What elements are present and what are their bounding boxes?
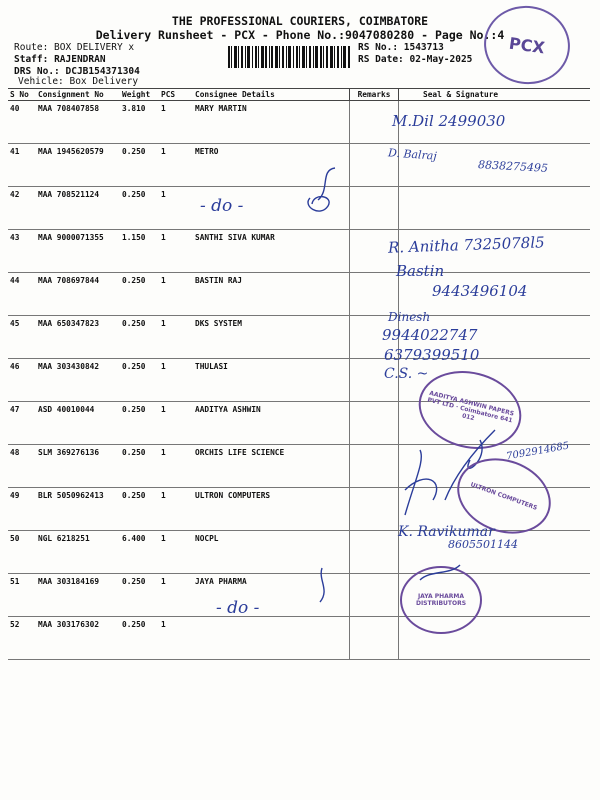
cell-consignment: ASD 40010044 — [36, 402, 120, 445]
cell-sno: 47 — [8, 402, 36, 445]
col-consignee: Consignee Details — [193, 89, 350, 101]
cell-weight: 0.250 — [120, 359, 159, 402]
cell-consignee: MARY MARTIN — [193, 101, 350, 144]
cell-consignee: ORCHIS LIFE SCIENCE — [193, 445, 350, 488]
cell-sno: 50 — [8, 531, 36, 574]
cell-weight: 0.250 — [120, 402, 159, 445]
cell-pcs: 1 — [159, 316, 193, 359]
cell-pcs: 1 — [159, 617, 193, 660]
cell-pcs: 1 — [159, 144, 193, 187]
phone-row-49: 7092914685 — [505, 440, 571, 463]
cell-weight: 0.250 — [120, 316, 159, 359]
phone-row-46: 6379399510 — [384, 346, 480, 364]
cell-pcs: 1 — [159, 230, 193, 273]
cell-sno: 52 — [8, 617, 36, 660]
cell-weight: 0.250 — [120, 187, 159, 230]
col-remarks: Remarks — [350, 89, 399, 101]
cell-weight: 0.250 — [120, 144, 159, 187]
cell-consignment: MAA 1945620579 — [36, 144, 120, 187]
cell-weight: 0.250 — [120, 617, 159, 660]
table-row — [8, 617, 590, 660]
seal-aaditya-ashwin: AADITYA ASHWIN PAPERS PVT LTD · Coimbatore 641 012 — [410, 361, 529, 460]
cell-consignment: MAA 708697844 — [36, 273, 120, 316]
ditto-mark-row-52: - do - — [216, 598, 260, 618]
cell-consignment: MAA 708521124 — [36, 187, 120, 230]
cell-consignment: MAA 708407858 — [36, 101, 120, 144]
ditto-mark-row-42: - do - — [200, 196, 244, 216]
scribble-row-42 — [300, 160, 350, 230]
scribble-row-51 — [300, 560, 480, 630]
company-title: THE PROFESSIONAL COURIERS, COIMBATORE — [171, 14, 429, 28]
cell-consignee: ULTRON COMPUTERS — [193, 488, 350, 531]
cell-sno: 46 — [8, 359, 36, 402]
cell-weight: 0.250 — [120, 445, 159, 488]
signature-row-40: M.Dil 2499030 — [392, 112, 506, 130]
cell-consignment: MAA 303176302 — [36, 617, 120, 660]
col-consignment: Consignment No — [36, 89, 120, 101]
pcx-stamp: PCX — [479, 0, 575, 89]
cell-consignee: DKS SYSTEM — [193, 316, 350, 359]
cell-consignment: MAA 9000071355 — [36, 230, 120, 273]
signature-row-50: K. Ravikumar — [398, 524, 495, 540]
table-row — [8, 574, 590, 617]
cell-pcs: 1 — [159, 574, 193, 617]
table-header — [8, 89, 590, 101]
cell-signature — [399, 187, 591, 230]
cell-pcs: 1 — [159, 488, 193, 531]
cell-consignee: BASTIN RAJ — [193, 273, 350, 316]
cell-pcs: 1 — [159, 359, 193, 402]
cell-sno: 45 — [8, 316, 36, 359]
barcode — [228, 46, 350, 68]
cell-pcs: 1 — [159, 187, 193, 230]
cell-pcs: 1 — [159, 531, 193, 574]
phone-row-44: 9443496104 — [432, 282, 528, 300]
cell-consignee: AADITYA ASHWIN — [193, 402, 350, 445]
staff-name: RAJENDRAN — [54, 54, 106, 65]
cell-weight: 0.250 — [120, 273, 159, 316]
cell-weight: 1.150 — [120, 230, 159, 273]
phone-row-45: 9944022747 — [382, 326, 478, 344]
cell-remarks — [350, 187, 399, 230]
cell-pcs: 1 — [159, 101, 193, 144]
route-text: Route: BOX DELIVERY x — [14, 42, 135, 53]
cell-sno: 49 — [8, 488, 36, 531]
cell-pcs: 1 — [159, 402, 193, 445]
cell-sno: 48 — [8, 445, 36, 488]
cell-consignee: NOCPL — [193, 531, 350, 574]
runsheet-subtitle: Delivery Runsheet - PCX - Phone No.:9047080280 - Page No.:4 — [95, 28, 505, 42]
cell-consignment: MAA 303184169 — [36, 574, 120, 617]
cell-sno: 43 — [8, 230, 36, 273]
cell-sno: 42 — [8, 187, 36, 230]
vehicle-text: Vehicle: Box Delivery — [18, 76, 139, 87]
cell-consignee: METRO — [193, 144, 350, 187]
cell-consignment: NGL 6218251 — [36, 531, 120, 574]
staff-line — [14, 54, 106, 65]
seal-ultron: ULTRON COMPUTERS — [447, 446, 562, 546]
cell-consignment: MAA 650347823 — [36, 316, 120, 359]
cell-consignment: SLM 369276136 — [36, 445, 120, 488]
cell-sno: 41 — [8, 144, 36, 187]
signature-row-43: R. Anitha 7325078l5 — [387, 233, 545, 257]
rs-number: RS No.: 1543713 — [358, 42, 444, 53]
col-sno: S No — [8, 89, 36, 101]
phone-row-41: 8838275495 — [477, 158, 549, 175]
cell-consignee: SANTHI SIVA KUMAR — [193, 230, 350, 273]
rs-date: RS Date: 02-May-2025 — [358, 54, 473, 65]
barcode-graphic — [228, 46, 350, 68]
table-body — [8, 101, 590, 660]
cell-weight: 0.250 — [120, 574, 159, 617]
signature-row-44: Bastin — [396, 262, 445, 280]
staff-label: Staff: — [14, 54, 49, 65]
cell-consignee: THULASI — [193, 359, 350, 402]
cell-weight: 6.400 — [120, 531, 159, 574]
drs-label: DRS No.: — [14, 66, 60, 77]
table-row — [8, 187, 590, 230]
phone-row-50: 8605501144 — [448, 538, 518, 551]
drs-number: DCJB154371304 — [65, 66, 140, 77]
col-signature: Seal & Signature — [399, 89, 591, 101]
cell-weight: 0.250 — [120, 488, 159, 531]
cell-consignment: MAA 303430842 — [36, 359, 120, 402]
cell-pcs: 1 — [159, 273, 193, 316]
col-weight: Weight — [120, 89, 159, 101]
signature-row-45: Dinesh — [388, 310, 431, 324]
col-pcs: PCS — [159, 89, 193, 101]
runsheet-table — [8, 88, 590, 660]
cell-weight: 3.810 — [120, 101, 159, 144]
cell-pcs: 1 — [159, 445, 193, 488]
table-row — [8, 316, 590, 359]
table-row — [8, 531, 590, 574]
seal-jaya-pharma: JAYA PHARMA DISTRIBUTORS — [400, 566, 482, 634]
cell-sno: 51 — [8, 574, 36, 617]
cell-consignment: BLR 5050962413 — [36, 488, 120, 531]
signature-row-41: D. Balraj — [387, 146, 438, 163]
signature-row-46: C.S. ~ — [384, 366, 429, 382]
cell-consignee: JAYA PHARMA — [193, 574, 350, 617]
cell-sno: 40 — [8, 101, 36, 144]
cell-sno: 44 — [8, 273, 36, 316]
